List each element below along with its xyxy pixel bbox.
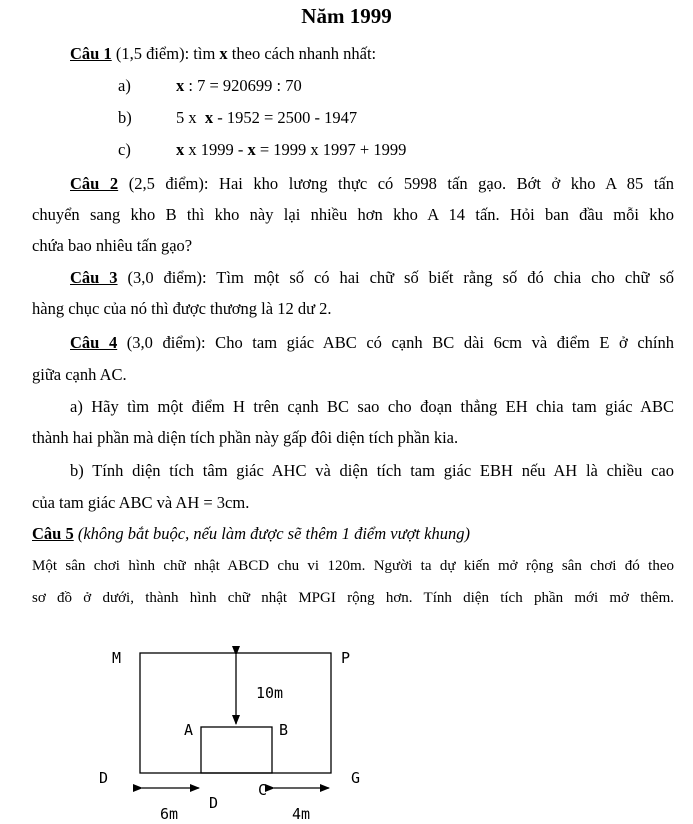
q2-line-2: chuyển sang kho B thì kho này lại nhiều hơn kho A 14 tấn. Hỏi ban đầu mỗi kho <box>32 205 674 224</box>
label-top-gap: 10m <box>256 684 284 702</box>
q2-line-3: chứa bao nhiêu tấn gạo? <box>32 236 193 255</box>
q1-item-b-p1: 5 x <box>176 108 205 127</box>
q1-item-a-expr: : 7 = 920699 : 70 <box>184 76 302 95</box>
q1-item-b-letter: b) <box>118 108 132 127</box>
q1-item-a-letter: a) <box>118 76 131 95</box>
q1-item-b-expr: - 1952 = 2500 - 1947 <box>213 108 358 127</box>
inner-rectangle-abcd <box>201 727 272 773</box>
q4-part-a-2: thành hai phần mà diện tích phần này gấp đôi diện tích phần kia. <box>32 428 459 447</box>
label-c: C <box>258 781 268 799</box>
q3-text-1: (3,0 điểm): Tìm một số có hai chữ số biết rằng số đó chia cho chữ số <box>117 268 675 287</box>
q2-text-1: (2,5 điểm): Hai kho lương thực có 5998 tấn gạo. Bớt ở kho A 85 tấn <box>118 174 674 193</box>
q3-label: Câu 3 <box>70 268 118 287</box>
q5-line-1: Một sân chơi hình chữ nhật ABCD chu vi 120m. Người ta dự kiến mở rộng sân chơi đó theo <box>32 558 674 574</box>
q1-x: x <box>219 44 228 63</box>
label-p: P <box>341 649 351 667</box>
q1-label: Câu 1 <box>70 44 112 63</box>
label-g: G <box>351 769 361 787</box>
q5-line-2: sơ đồ ở dưới, thành hình chữ nhật MPGI rộng hơn. Tính diện tích phần mới mở thêm. <box>32 590 674 606</box>
q2-label: Câu 2 <box>70 174 119 193</box>
q1-rest: theo cách nhanh nhất: <box>227 44 377 63</box>
q1-item-c-p2: x 1999 - <box>184 140 248 159</box>
label-a: A <box>184 721 194 739</box>
q4-part-b-1: b) Tính diện tích tâm giác AHC và diện tích tam giác EBH nếu AH là chiều cao <box>70 461 674 480</box>
q1-item-c-x1: x <box>176 140 185 159</box>
q4-part-a-1: a) Hãy tìm một điểm H trên cạnh BC sao cho đoạn thẳng EH chia tam giác ABC <box>70 397 674 416</box>
label-b: B <box>279 721 289 739</box>
q3-line-2: hàng chục của nó thì được thương là 12 dư 2. <box>32 299 332 318</box>
label-right-gap: 4m <box>292 805 311 823</box>
q5-note: (không bắt buộc, nếu làm được sẽ thêm 1 điểm vượt khung) <box>73 524 470 543</box>
q4-label: Câu 4 <box>70 333 118 352</box>
q1-item-c-letter: c) <box>118 140 131 159</box>
q4-text-1: (3,0 điểm): Cho tam giác ABC có cạnh BC dài 6cm và điểm E ở chính <box>117 333 675 352</box>
q1-points: (1,5 điểm): tìm <box>111 44 220 63</box>
q4-line-2: giữa cạnh AC. <box>32 365 127 384</box>
label-d-bottom: D <box>209 794 219 812</box>
page-title: Năm 1999 <box>301 4 392 28</box>
q1-item-c-x2: x <box>247 140 256 159</box>
q5-label: Câu 5 <box>32 524 74 543</box>
q1-item-c-p4: = 1999 x 1997 + 1999 <box>255 140 407 159</box>
label-left-gap: 6m <box>160 805 179 823</box>
q1-item-b-x: x <box>204 108 214 127</box>
label-d-left: D <box>99 769 109 787</box>
q1-item-a-x: x <box>176 76 185 95</box>
q4-part-b-2: của tam giác ABC và AH = 3cm. <box>32 493 250 512</box>
label-m: M <box>112 649 122 667</box>
